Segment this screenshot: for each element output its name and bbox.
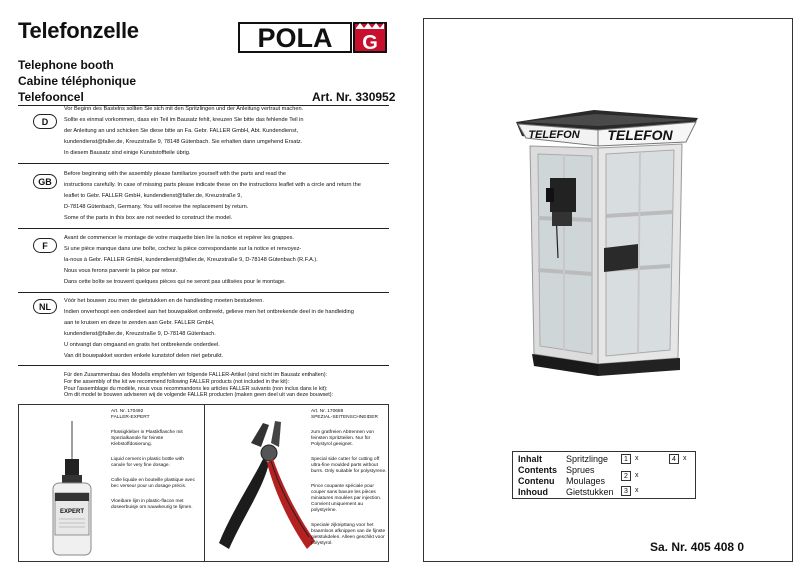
multiplier: x xyxy=(635,487,639,494)
side-cutter-image xyxy=(211,413,323,555)
multiplier: x xyxy=(635,455,639,462)
parts-list xyxy=(512,451,696,499)
lang-badge-gb: GB xyxy=(33,174,57,189)
tool-glue-text: Art. Nr. 170492 FALLER-EXPERT Flüssigkleber in Plastikflasche mit Spezialkanüle für feinste Klebstoffdosierung. Liquid cement in plastic bottle with canule for very fine dosage. Colle liquide en bouteille plastique avec bec verseur pour un dosage précis. Vloeibare lijm in plastic-flacon met doseerbuisje om nauwkeurig te lijmen. xyxy=(111,409,196,510)
parts-row: Inhoud Gietstukken xyxy=(518,487,614,497)
sprue-box: 1 xyxy=(621,454,631,464)
lang-badge-f: F xyxy=(33,238,57,253)
section-nl-text: Vóór het bouwen zou men de gietstukken en de handleiding moeten bestuderen. Indien onverhoopt een onderdeel aan het bouwpakket ontbreekt, gelieve men het ontbrekende deel in de handleiding aan te kruisen en deze te zenden aan Gebr. FALLER GmbH, kundendienst@faller.de, Kreuzstraße 9, D-78148 Gütenbach. U ontvangt dan omgaand en gratis het ontbrekende onderdeel. Van dit bouwpakket worden enkele kunststof delen niet gebruikt. xyxy=(64,298,354,359)
svg-text:G: G xyxy=(362,32,378,54)
lang-badge-nl: NL xyxy=(33,299,57,314)
tools-box xyxy=(18,404,389,562)
section-d-text: Vor Beginn des Bastelns sollten Sie sich mit den Spritzlingen und der Anleitung vertraut machen. Sollte es einmal vorkommen, dass ein Teil im Bausatz fehlt, kreuzen Sie bitte das fehlende Teil in der Anleitung an und schicken Sie diese bitte an Fa. Gebr. FALLER GmbH, Abt. Kundendienst, kundendienst@faller.de, Kreuzstraße 9, 78148 Gütenbach. Sie erhalten dann umgehend Ersatz. In diesem Bausatz sind einige Kunststoffteile übrig. xyxy=(64,106,304,156)
section-gb-text: Before beginning with the assembly please familiarize yourself with the parts and read the instructions carefully. In case of missing parts please indicate these on the instructions leaflet with a circle and return the leaflet to Gebr. FALLER GmbH, kundendienst@faller.de, Kreuzstraße 9, D-78148 Gütenbach, Germany. You will receive the replacement by return. Some of the parts in this box are not needed to construct the model. xyxy=(64,171,361,221)
section-f-text: Avant de commencer le montage de votre maquette bien lire la notice et repérer les grappes. Si une pièce manque dans une boîte, cochez la pièce correspondante sur la notice et renvoyez- la-nous à Gebr. FALLER GmbH, kundendienst@faller.de, Kreuzstraße 9, D-78148 Gütenbach (R.F.A.). Nous vous ferons parvenir la pièce par retour. Dans cette boîte se trouvent quelques pièces qui ne seront pas utilisées pour le montage. xyxy=(64,235,318,285)
pola-logo xyxy=(238,20,388,54)
parts-row: Contents Sprues xyxy=(518,465,595,475)
recommendation-text: Für den Zusammenbau des Modells empfehlen wir folgende FALLER-Artikel (sind nicht im Bausatz enthalten): For the assembly of the kit we recommend following FALLER products (not included in the kit): Pour l'assemblage du modèle, nous vous recommandons les articles FALLER suivants (non inclus dans le kit): Om dit model te bouwen adviseren wij de volgende FALLER producten (maken geen deel uit van deze bouwset): xyxy=(64,372,334,399)
sprue-box: 3 xyxy=(621,486,631,496)
tools-divider xyxy=(204,405,205,561)
divider xyxy=(18,365,389,366)
multiplier: x xyxy=(683,455,687,462)
divider xyxy=(18,228,389,229)
telephone-booth-image xyxy=(512,108,702,380)
booth-sign-left: TELEFON xyxy=(528,129,580,141)
sprue-box: 4 xyxy=(669,454,679,464)
divider xyxy=(18,163,389,164)
bottle-label: EXPERT xyxy=(59,509,85,515)
subtitle-nl: Telefooncel xyxy=(18,90,84,104)
subtitle-fr: Cabine téléphonique xyxy=(18,74,137,88)
parts-row: Inhalt Spritzlinge xyxy=(518,454,609,464)
subtitle-en: Telephone booth xyxy=(18,58,114,72)
lang-badge-d: D xyxy=(33,114,57,129)
tool-cutter-text: Art. Nr. 170688 SPEZIAL-SEITENSCHNEIDER zum gratfreien Abtrennen von feinsten Spritzteilen. Nur für Polystyrol geeignet. Special side cutter for cutting off ultra-fine moulded parts without burrs. Only suitable for polystyrene. Pince coupante spéciale pour couper sans bavure les pièces miniatures moulées par injection. Convient uniquement au polystyrène. Speciale zijknipttang voor het braamloos afknippen van de fijnste gietstukdelen. Alleen geschikt voor polystyrol. xyxy=(311,409,387,546)
pola-logo-icon xyxy=(238,20,388,54)
glue-bottle-image xyxy=(47,421,97,559)
parts-row: Contenu Moulages xyxy=(518,476,606,486)
article-number: Art. Nr. 330952 xyxy=(312,90,396,104)
sprue-box: 2 xyxy=(621,471,631,481)
divider xyxy=(18,292,389,293)
booth-sign-front: TELEFON xyxy=(607,127,673,143)
logo-text: POLA xyxy=(257,23,333,53)
sa-number: Sa. Nr. 405 408 0 xyxy=(650,540,745,554)
page-title: Telefonzelle xyxy=(18,18,139,43)
multiplier: x xyxy=(635,472,639,479)
